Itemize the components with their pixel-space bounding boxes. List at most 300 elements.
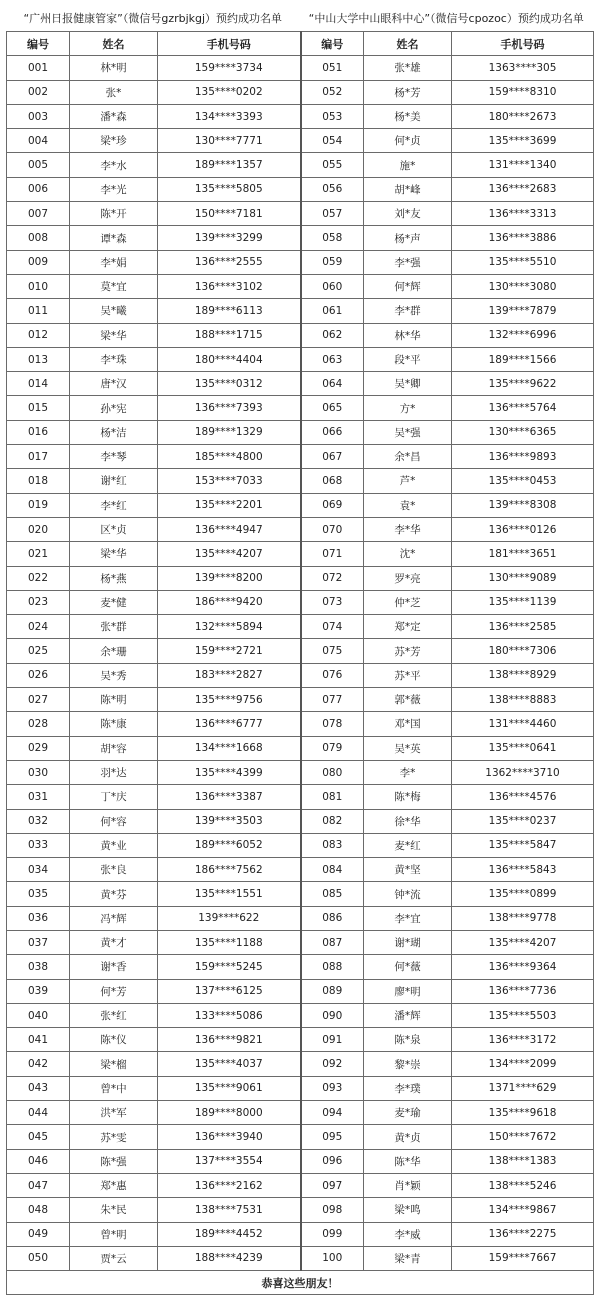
cell-name-right: 麦*红 — [364, 833, 452, 857]
cell-number-left: 013 — [7, 347, 70, 371]
cell-number-left: 029 — [7, 736, 70, 760]
header-name-left: 姓名 — [70, 32, 158, 56]
cell-number-left: 023 — [7, 590, 70, 614]
table-row — [7, 639, 594, 663]
cell-number-right: 070 — [301, 517, 364, 541]
cell-phone-right: 136****2585 — [452, 615, 594, 639]
table-row — [7, 858, 594, 882]
cell-name-left: 张*红 — [70, 1003, 158, 1027]
cell-number-right: 085 — [301, 882, 364, 906]
cell-phone-left: 136****6777 — [158, 712, 301, 736]
cell-name-left: 何*芳 — [70, 979, 158, 1003]
cell-phone-left: 135****1188 — [158, 930, 301, 954]
cell-phone-right: 135****5503 — [452, 1003, 594, 1027]
table-row — [7, 372, 594, 396]
cell-phone-left: 136****9821 — [158, 1028, 301, 1052]
cell-name-left: 苏*雯 — [70, 1125, 158, 1149]
table-row — [7, 785, 594, 809]
cell-number-left: 005 — [7, 153, 70, 177]
cell-number-left: 041 — [7, 1028, 70, 1052]
cell-phone-right: 136****9893 — [452, 445, 594, 469]
cell-name-right: 何*贞 — [364, 129, 452, 153]
table-row — [7, 1028, 594, 1052]
cell-phone-right: 189****1566 — [452, 347, 594, 371]
cell-phone-left: 150****7181 — [158, 202, 301, 226]
table-row — [7, 347, 594, 371]
cell-name-left: 孙*宪 — [70, 396, 158, 420]
cell-number-left: 017 — [7, 445, 70, 469]
table-row — [7, 590, 594, 614]
cell-name-right: 罗*亮 — [364, 566, 452, 590]
cell-phone-right: 136****5764 — [452, 396, 594, 420]
cell-phone-left: 153****7033 — [158, 469, 301, 493]
cell-phone-left: 189****6113 — [158, 299, 301, 323]
table-row — [7, 469, 594, 493]
cell-number-right: 100 — [301, 1246, 364, 1270]
table-row — [7, 1076, 594, 1100]
cell-name-left: 潘*森 — [70, 104, 158, 128]
cell-phone-right: 135****0453 — [452, 469, 594, 493]
cell-number-right: 073 — [301, 590, 364, 614]
cell-phone-right: 150****7672 — [452, 1125, 594, 1149]
cell-name-right: 段*平 — [364, 347, 452, 371]
cell-name-right: 潘*辉 — [364, 1003, 452, 1027]
cell-name-left: 李*娟 — [70, 250, 158, 274]
cell-number-left: 002 — [7, 80, 70, 104]
cell-number-left: 035 — [7, 882, 70, 906]
cell-phone-left: 135****0202 — [158, 80, 301, 104]
cell-number-right: 074 — [301, 615, 364, 639]
cell-phone-right: 131****1340 — [452, 153, 594, 177]
cell-phone-right: 132****6996 — [452, 323, 594, 347]
cell-name-right: 施* — [364, 153, 452, 177]
cell-phone-right: 138****8929 — [452, 663, 594, 687]
cell-name-left: 黄*业 — [70, 833, 158, 857]
cell-phone-left: 134****1668 — [158, 736, 301, 760]
cell-number-left: 026 — [7, 663, 70, 687]
cell-number-right: 093 — [301, 1076, 364, 1100]
cell-phone-right: 1362****3710 — [452, 760, 594, 784]
cell-phone-right: 134****2099 — [452, 1052, 594, 1076]
cell-phone-right: 136****3172 — [452, 1028, 594, 1052]
cell-name-right: 黄*贞 — [364, 1125, 452, 1149]
cell-phone-right: 138****8883 — [452, 688, 594, 712]
cell-phone-right: 130****3080 — [452, 274, 594, 298]
cell-name-right: 李*威 — [364, 1222, 452, 1246]
table-row — [7, 445, 594, 469]
cell-number-right: 096 — [301, 1149, 364, 1173]
table-row — [7, 1101, 594, 1125]
cell-name-left: 李*红 — [70, 493, 158, 517]
cell-phone-right: 139****8308 — [452, 493, 594, 517]
cell-phone-right: 136****0126 — [452, 517, 594, 541]
header-number-right: 编号 — [301, 32, 364, 56]
cell-phone-right: 159****8310 — [452, 80, 594, 104]
table-row — [7, 202, 594, 226]
cell-phone-left: 135****4037 — [158, 1052, 301, 1076]
cell-phone-left: 136****3940 — [158, 1125, 301, 1149]
cell-number-right: 090 — [301, 1003, 364, 1027]
table-row — [7, 833, 594, 857]
cell-number-right: 078 — [301, 712, 364, 736]
table-row — [7, 129, 594, 153]
cell-number-left: 047 — [7, 1173, 70, 1197]
cell-phone-right: 136****3313 — [452, 202, 594, 226]
header-phone-left: 手机号码 — [158, 32, 301, 56]
cell-phone-left: 139****3503 — [158, 809, 301, 833]
cell-phone-right: 134****9867 — [452, 1198, 594, 1222]
cell-number-right: 055 — [301, 153, 364, 177]
table-row — [7, 1003, 594, 1027]
cell-name-right: 李*强 — [364, 250, 452, 274]
cell-number-left: 001 — [7, 56, 70, 80]
table-row — [7, 104, 594, 128]
table-row — [7, 809, 594, 833]
cell-number-right: 082 — [301, 809, 364, 833]
cell-phone-left: 159****3734 — [158, 56, 301, 80]
cell-number-right: 059 — [301, 250, 364, 274]
cell-name-right: 张*雄 — [364, 56, 452, 80]
cell-number-left: 032 — [7, 809, 70, 833]
cell-phone-right: 135****0899 — [452, 882, 594, 906]
table-row — [7, 177, 594, 201]
cell-number-left: 039 — [7, 979, 70, 1003]
table-row — [7, 153, 594, 177]
table-row — [7, 955, 594, 979]
cell-number-left: 044 — [7, 1101, 70, 1125]
cell-phone-left: 137****3554 — [158, 1149, 301, 1173]
cell-name-right: 李*华 — [364, 517, 452, 541]
cell-number-left: 043 — [7, 1076, 70, 1100]
cell-number-right: 072 — [301, 566, 364, 590]
table-row — [7, 396, 594, 420]
cell-name-left: 陈*强 — [70, 1149, 158, 1173]
cell-number-left: 033 — [7, 833, 70, 857]
cell-name-left: 陈*仪 — [70, 1028, 158, 1052]
table-row — [7, 1173, 594, 1197]
cell-phone-left: 135****4399 — [158, 760, 301, 784]
winner-table — [6, 31, 594, 1295]
cell-name-left: 区*贞 — [70, 517, 158, 541]
cell-number-left: 040 — [7, 1003, 70, 1027]
cell-phone-left: 159****2721 — [158, 639, 301, 663]
table-row — [7, 1125, 594, 1149]
table-row — [7, 274, 594, 298]
cell-phone-left: 136****4947 — [158, 517, 301, 541]
cell-phone-left: 189****4452 — [158, 1222, 301, 1246]
cell-phone-right: 180****7306 — [452, 639, 594, 663]
cell-phone-left: 135****9061 — [158, 1076, 301, 1100]
footer-row — [7, 1271, 594, 1295]
cell-name-right: 李*璞 — [364, 1076, 452, 1100]
cell-phone-right: 135****4207 — [452, 930, 594, 954]
cell-phone-left: 135****2201 — [158, 493, 301, 517]
cell-number-left: 019 — [7, 493, 70, 517]
header-phone-right: 手机号码 — [452, 32, 594, 56]
cell-name-right: 吴*英 — [364, 736, 452, 760]
cell-name-right: 李* — [364, 760, 452, 784]
cell-phone-left: 136****7393 — [158, 396, 301, 420]
cell-name-left: 唐*汉 — [70, 372, 158, 396]
cell-number-left: 008 — [7, 226, 70, 250]
cell-name-right: 苏*芳 — [364, 639, 452, 663]
cell-number-left: 046 — [7, 1149, 70, 1173]
cell-phone-left: 185****4800 — [158, 445, 301, 469]
cell-name-right: 芦* — [364, 469, 452, 493]
cell-phone-left: 135****5805 — [158, 177, 301, 201]
cell-phone-right: 135****5847 — [452, 833, 594, 857]
cell-name-left: 吴*秀 — [70, 663, 158, 687]
cell-number-left: 012 — [7, 323, 70, 347]
cell-number-right: 099 — [301, 1222, 364, 1246]
cell-phone-right: 136****7736 — [452, 979, 594, 1003]
table-row — [7, 517, 594, 541]
cell-name-right: 黄*坚 — [364, 858, 452, 882]
cell-number-right: 062 — [301, 323, 364, 347]
cell-number-left: 004 — [7, 129, 70, 153]
cell-number-right: 089 — [301, 979, 364, 1003]
cell-number-right: 075 — [301, 639, 364, 663]
cell-phone-left: 138****7531 — [158, 1198, 301, 1222]
cell-number-right: 053 — [301, 104, 364, 128]
cell-number-left: 006 — [7, 177, 70, 201]
table-row — [7, 1198, 594, 1222]
cell-number-left: 022 — [7, 566, 70, 590]
cell-name-right: 杨*芳 — [364, 80, 452, 104]
cell-name-right: 廖*明 — [364, 979, 452, 1003]
cell-name-right: 徐*华 — [364, 809, 452, 833]
cell-phone-left: 136****2162 — [158, 1173, 301, 1197]
cell-number-left: 034 — [7, 858, 70, 882]
cell-number-right: 054 — [301, 129, 364, 153]
cell-name-right: 梁*青 — [364, 1246, 452, 1270]
cell-number-left: 007 — [7, 202, 70, 226]
cell-phone-left: 136****3387 — [158, 785, 301, 809]
cell-number-right: 060 — [301, 274, 364, 298]
cell-name-left: 李*光 — [70, 177, 158, 201]
cell-name-left: 谭*森 — [70, 226, 158, 250]
cell-phone-right: 130****9089 — [452, 566, 594, 590]
cell-number-right: 084 — [301, 858, 364, 882]
table-row — [7, 712, 594, 736]
cell-number-right: 083 — [301, 833, 364, 857]
cell-number-right: 063 — [301, 347, 364, 371]
cell-name-right: 杨*美 — [364, 104, 452, 128]
cell-number-right: 069 — [301, 493, 364, 517]
cell-number-left: 028 — [7, 712, 70, 736]
cell-number-left: 048 — [7, 1198, 70, 1222]
cell-name-left: 陈*明 — [70, 688, 158, 712]
cell-name-left: 梁*华 — [70, 323, 158, 347]
cell-phone-right: 139****7879 — [452, 299, 594, 323]
cell-number-left: 037 — [7, 930, 70, 954]
cell-name-left: 梁*榴 — [70, 1052, 158, 1076]
congratulations-text: 恭喜这些朋友！ — [7, 1271, 594, 1295]
cell-name-left: 林*明 — [70, 56, 158, 80]
cell-name-right: 邓*国 — [364, 712, 452, 736]
cell-name-right: 林*华 — [364, 323, 452, 347]
cell-name-left: 黄*芬 — [70, 882, 158, 906]
title-right: “中山大学中山眼科中心”（微信号cpozoc）预约成功名单 — [308, 12, 584, 25]
table-row — [7, 760, 594, 784]
cell-number-right: 071 — [301, 542, 364, 566]
cell-number-left: 031 — [7, 785, 70, 809]
cell-phone-left: 135****1551 — [158, 882, 301, 906]
cell-number-left: 018 — [7, 469, 70, 493]
table-row — [7, 663, 594, 687]
cell-name-right: 刘*友 — [364, 202, 452, 226]
cell-name-left: 余*珊 — [70, 639, 158, 663]
cell-name-left: 朱*民 — [70, 1198, 158, 1222]
cell-phone-right: 136****3886 — [452, 226, 594, 250]
cell-number-right: 056 — [301, 177, 364, 201]
cell-phone-right: 159****7667 — [452, 1246, 594, 1270]
cell-name-left: 陈*开 — [70, 202, 158, 226]
table-row — [7, 493, 594, 517]
cell-name-left: 谢*香 — [70, 955, 158, 979]
cell-name-left: 贾*云 — [70, 1246, 158, 1270]
cell-number-right: 094 — [301, 1101, 364, 1125]
table-row — [7, 615, 594, 639]
cell-phone-right: 138****5246 — [452, 1173, 594, 1197]
cell-name-left: 张* — [70, 80, 158, 104]
cell-phone-right: 136****2275 — [452, 1222, 594, 1246]
cell-name-left: 莫*宜 — [70, 274, 158, 298]
cell-number-right: 079 — [301, 736, 364, 760]
cell-phone-left: 136****2555 — [158, 250, 301, 274]
cell-name-left: 黄*才 — [70, 930, 158, 954]
cell-phone-left: 137****6125 — [158, 979, 301, 1003]
cell-phone-right: 136****4576 — [452, 785, 594, 809]
cell-phone-left: 189****1357 — [158, 153, 301, 177]
cell-number-right: 066 — [301, 420, 364, 444]
cell-phone-right: 135****5510 — [452, 250, 594, 274]
table-row — [7, 420, 594, 444]
cell-number-left: 010 — [7, 274, 70, 298]
cell-name-right: 吴*卿 — [364, 372, 452, 396]
cell-phone-right: 1363****305 — [452, 56, 594, 80]
cell-phone-left: 136****3102 — [158, 274, 301, 298]
cell-phone-left: 186****7562 — [158, 858, 301, 882]
cell-phone-left: 188****1715 — [158, 323, 301, 347]
cell-number-left: 024 — [7, 615, 70, 639]
cell-phone-right: 180****2673 — [452, 104, 594, 128]
cell-phone-left: 132****5894 — [158, 615, 301, 639]
table-row — [7, 1222, 594, 1246]
cell-name-right: 仲*芝 — [364, 590, 452, 614]
cell-name-right: 袁* — [364, 493, 452, 517]
cell-phone-right: 135****9618 — [452, 1101, 594, 1125]
cell-name-right: 方* — [364, 396, 452, 420]
cell-number-right: 065 — [301, 396, 364, 420]
cell-number-right: 086 — [301, 906, 364, 930]
cell-name-left: 张*群 — [70, 615, 158, 639]
cell-name-right: 郭*薇 — [364, 688, 452, 712]
cell-number-left: 030 — [7, 760, 70, 784]
header-number-left: 编号 — [7, 32, 70, 56]
cell-name-right: 沈* — [364, 542, 452, 566]
cell-number-left: 038 — [7, 955, 70, 979]
cell-phone-right: 135****9622 — [452, 372, 594, 396]
cell-phone-left: 189****1329 — [158, 420, 301, 444]
cell-number-right: 052 — [301, 80, 364, 104]
cell-number-right: 068 — [301, 469, 364, 493]
list-titles — [6, 5, 593, 31]
cell-name-right: 杨*声 — [364, 226, 452, 250]
cell-phone-right: 136****2683 — [452, 177, 594, 201]
cell-name-left: 羽*达 — [70, 760, 158, 784]
cell-name-left: 胡*容 — [70, 736, 158, 760]
cell-name-left: 李*水 — [70, 153, 158, 177]
cell-number-left: 003 — [7, 104, 70, 128]
cell-phone-left: 135****0312 — [158, 372, 301, 396]
table-row — [7, 299, 594, 323]
table-row — [7, 882, 594, 906]
cell-name-left: 李*琴 — [70, 445, 158, 469]
cell-name-left: 曾*中 — [70, 1076, 158, 1100]
cell-phone-left: 139****8200 — [158, 566, 301, 590]
cell-number-right: 061 — [301, 299, 364, 323]
cell-phone-left: 135****4207 — [158, 542, 301, 566]
cell-name-left: 谢*红 — [70, 469, 158, 493]
cell-phone-right: 136****9364 — [452, 955, 594, 979]
cell-number-left: 020 — [7, 517, 70, 541]
table-row — [7, 688, 594, 712]
table-row — [7, 566, 594, 590]
cell-name-right: 钟*流 — [364, 882, 452, 906]
cell-number-left: 025 — [7, 639, 70, 663]
title-left: “广州日报健康管家”（微信号gzrbjkgj）预约成功名单 — [23, 12, 283, 25]
cell-phone-left: 134****3393 — [158, 104, 301, 128]
cell-phone-right: 135****3699 — [452, 129, 594, 153]
cell-name-right: 肖*颖 — [364, 1173, 452, 1197]
cell-phone-right: 181****3651 — [452, 542, 594, 566]
cell-number-right: 095 — [301, 1125, 364, 1149]
table-row — [7, 542, 594, 566]
cell-name-right: 余*昌 — [364, 445, 452, 469]
cell-number-right: 097 — [301, 1173, 364, 1197]
cell-phone-left: 188****4239 — [158, 1246, 301, 1270]
cell-name-left: 何*容 — [70, 809, 158, 833]
cell-number-right: 087 — [301, 930, 364, 954]
cell-phone-left: 133****5086 — [158, 1003, 301, 1027]
cell-number-right: 098 — [301, 1198, 364, 1222]
cell-number-left: 009 — [7, 250, 70, 274]
cell-phone-left: 130****7771 — [158, 129, 301, 153]
cell-phone-right: 131****4460 — [452, 712, 594, 736]
cell-phone-left: 183****2827 — [158, 663, 301, 687]
cell-phone-right: 135****1139 — [452, 590, 594, 614]
cell-number-left: 027 — [7, 688, 70, 712]
cell-name-left: 杨*洁 — [70, 420, 158, 444]
cell-name-right: 陈*梅 — [364, 785, 452, 809]
table-row — [7, 1246, 594, 1270]
cell-number-left: 014 — [7, 372, 70, 396]
table-row — [7, 80, 594, 104]
table-row — [7, 1052, 594, 1076]
table-row — [7, 226, 594, 250]
table-row — [7, 906, 594, 930]
cell-name-right: 郑*定 — [364, 615, 452, 639]
cell-name-right: 梁*鸣 — [364, 1198, 452, 1222]
cell-name-left: 冯*辉 — [70, 906, 158, 930]
cell-number-right: 088 — [301, 955, 364, 979]
cell-number-left: 042 — [7, 1052, 70, 1076]
cell-phone-left: 189****6052 — [158, 833, 301, 857]
table-row — [7, 1149, 594, 1173]
cell-name-left: 杨*燕 — [70, 566, 158, 590]
cell-phone-right: 138****9778 — [452, 906, 594, 930]
